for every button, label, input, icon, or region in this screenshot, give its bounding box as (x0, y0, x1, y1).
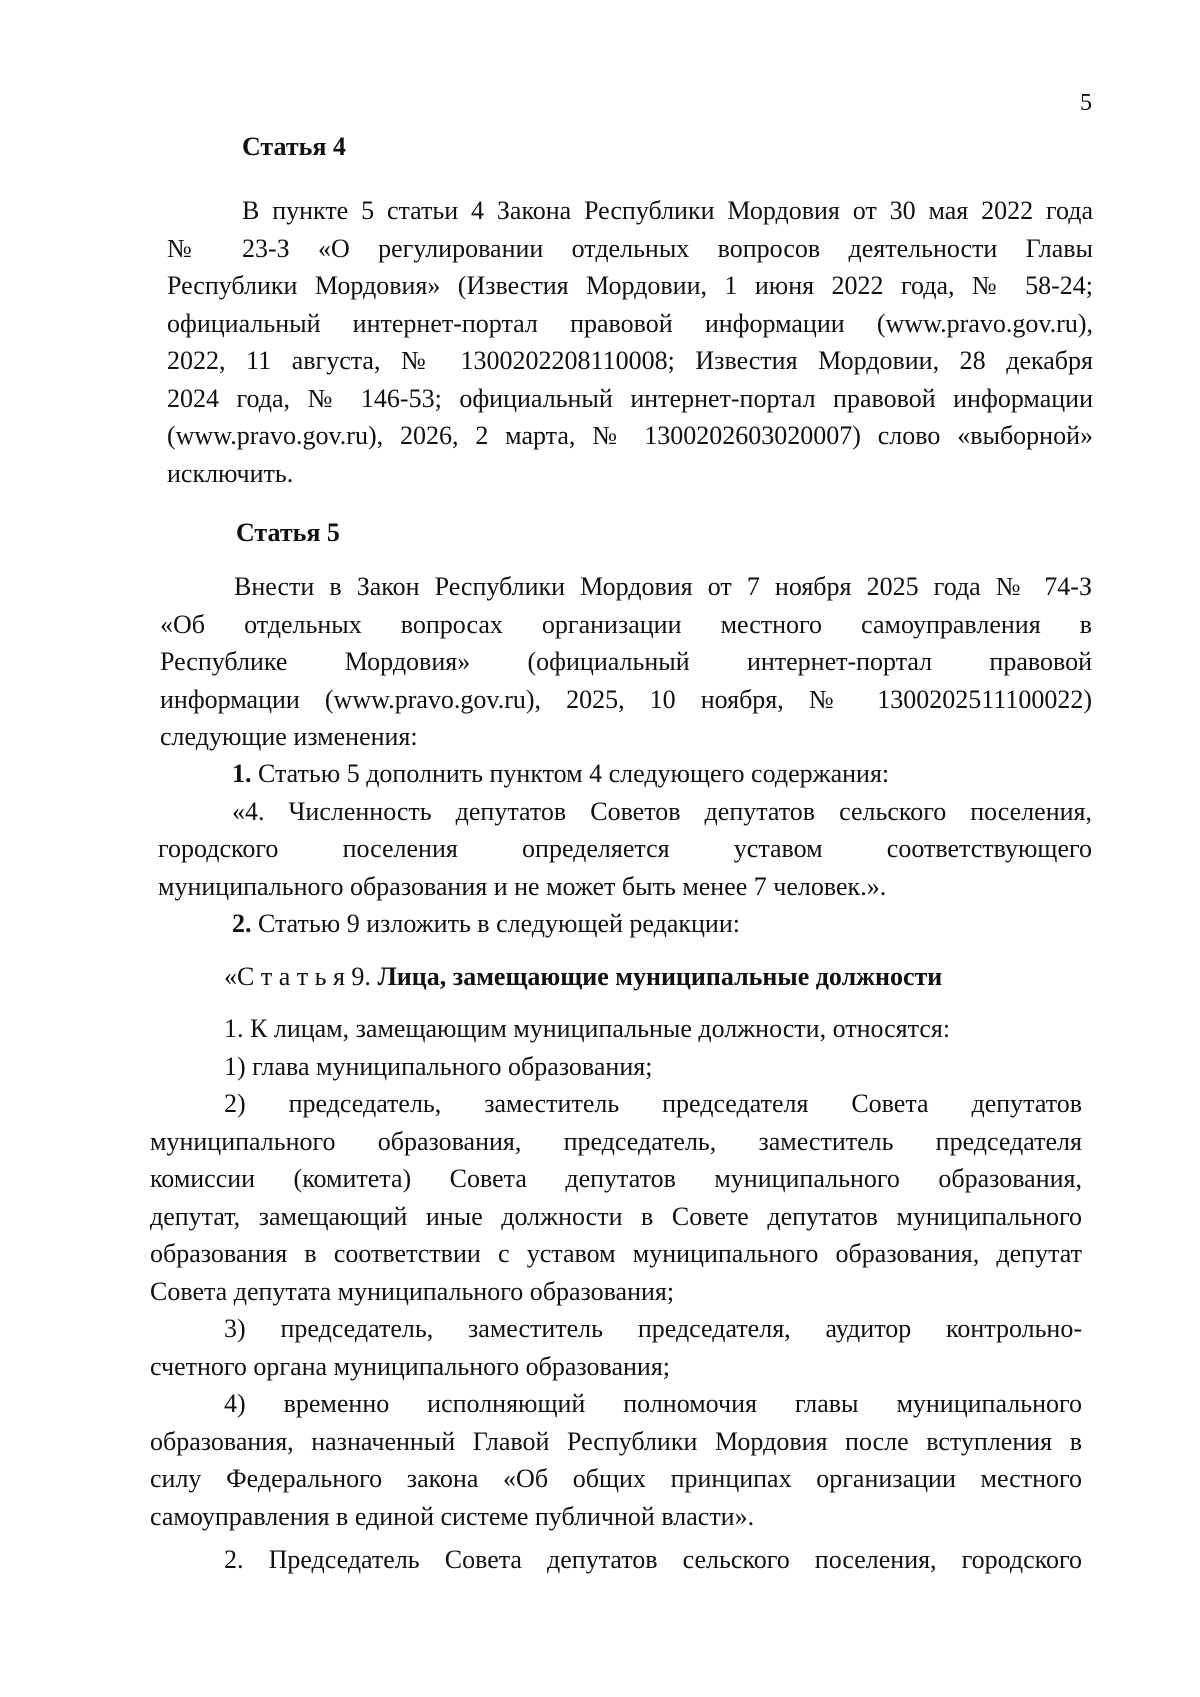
text-line: Республики Мордовия» (Известия Мордовии, 1 июня 2022 года, № 58-24; (167, 271, 1093, 300)
item-number: 2. (232, 909, 252, 938)
text-line: муниципального образования, председатель, заместитель председателя (150, 1126, 1082, 1156)
text-line: следующие изменения: (160, 722, 418, 751)
text-line: счетного органа муниципального образования; (150, 1351, 671, 1381)
text-line: образования в соответствии с уставом муниципального образования, депутат (150, 1239, 1082, 1268)
article-5-heading: Статья 5 (236, 518, 340, 547)
text-line: Республике Мордовия» (официальный интернет-портал правовой (160, 647, 1092, 676)
text-line: 2. Председатель Совета депутатов сельского поселения, городского (224, 1545, 1082, 1574)
item-line (232, 905, 1092, 943)
article-9-body (150, 1010, 1082, 1579)
article-5-intro (160, 568, 1092, 756)
text-line: 2024 года, № 146-53; официальный интернет-портал правовой информации (167, 383, 1093, 413)
new-article-9-heading (224, 958, 942, 996)
text-line: информации (www.pravo.gov.ru), 2025, 10 ноября, № 1300202511100022) (160, 684, 1092, 714)
item-number: 1. (232, 759, 252, 788)
text-line: исключить. (167, 458, 294, 488)
text-line: образования, назначенный Главой Республики Мордовия после вступления в (150, 1426, 1082, 1456)
text-line: 4) временно исполняющий полномочия главы муниципального (224, 1389, 1082, 1418)
item-text: Статью 5 дополнить пунктом 4 следующего содержания: (251, 759, 890, 788)
text-line: 2022, 11 августа, № 1300202208110008; Известия Мордовии, 28 декабря (167, 346, 1093, 375)
article-label: «С т а т ь я 9. (224, 962, 371, 991)
text-line: самоуправления в единой системе публичной власти». (150, 1501, 755, 1531)
text-line: депутат, замещающий иные должности в Совете депутатов муниципального (150, 1201, 1082, 1231)
quote-line: «4. Численность депутатов Советов депутатов сельского поселения, (232, 796, 1092, 826)
article-heading-line (224, 958, 942, 996)
amendment-item-1 (158, 755, 1092, 943)
item-text: Статью 9 изложить в следующей редакции: (251, 909, 740, 938)
item-line (232, 755, 1092, 793)
text-line: В пункте 5 статьи 4 Закона Республики Мордовия от 30 мая 2022 года (242, 196, 1093, 225)
text-line: 1. К лицам, замещающим муниципальные должности, относятся: (224, 1014, 951, 1043)
text-line: комиссии (комитета) Совета депутатов муниципального образования, (150, 1164, 1082, 1193)
text-line: 3) председатель, заместитель председателя, аудитор контрольно- (224, 1314, 1082, 1343)
quote-line: муниципального образования и не может быть менее 7 человек.». (158, 871, 887, 901)
text-line: № 23-З «О регулировании отдельных вопросов деятельности Главы (167, 233, 1093, 263)
text-line: «Об отдельных вопросах организации местного самоуправления в (160, 609, 1092, 639)
article-4-heading: Статья 4 (242, 132, 346, 161)
text-line: 2) председатель, заместитель председателя Совета депутатов (224, 1089, 1082, 1118)
text-line: Внести в Закон Республики Мордовия от 7 ноября 2025 года № 74-З (234, 572, 1092, 601)
quote-line: городского поселения определяется уставом соответствующего (158, 834, 1092, 863)
article-title: Лица, замещающие муниципальные должности (370, 962, 943, 991)
text-line: официальный интернет-портал правовой информации (www.pravo.gov.ru), (167, 308, 1093, 338)
text-line: Совета депутата муниципального образования; (150, 1276, 675, 1306)
text-line: силу Федерального закона «Об общих принципах организации местного (150, 1464, 1082, 1493)
page-number: 5 (1080, 90, 1092, 116)
text-line: 1) глава муниципального образования; (224, 1051, 653, 1081)
text-line: (www.pravo.gov.ru), 2026, 2 марта, № 1300202603020007) слово «выборной» (167, 421, 1093, 450)
article-4-paragraph (167, 192, 1093, 492)
